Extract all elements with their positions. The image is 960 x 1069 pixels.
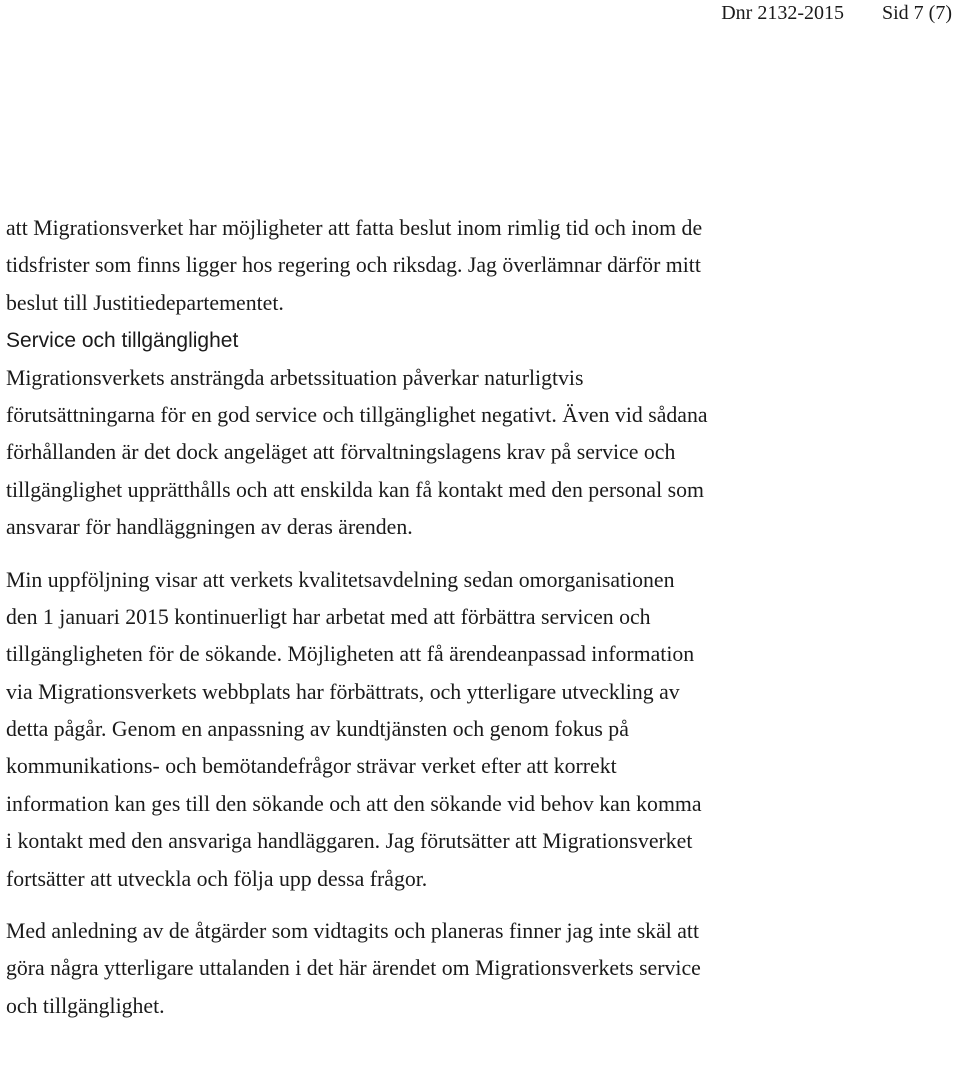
text-line: Min uppföljning visar att verkets kvalitetsavdelning sedan omorganisationen [6,567,675,592]
text-line: och tillgänglighet. [6,993,165,1018]
text-line: kommunikations- och bemötandefrågor strävar verket efter att korrekt [6,754,617,779]
document-number: Dnr 2132-2015 [721,2,844,24]
section-heading: Service och tillgänglighet [6,329,239,353]
text-line: i kontakt med den ansvariga handläggaren. Jag förutsätter att Migrationsverket [6,829,693,854]
paragraph-1 [6,360,954,547]
intro-paragraph [6,210,954,322]
text-line: förhållanden är det dock angeläget att förvaltningslagens krav på service och [6,440,676,465]
page-header [721,0,952,26]
text-line: tillgängligheten för de sökande. Möjligheten att få ärendeanpassad information [6,642,695,667]
text-line: tillgänglighet upprätthålls och att enskilda kan få kontakt med den personal som [6,477,704,502]
text-line: förutsättningarna för en god service och tillgänglighet negativt. Även vid sådana [6,402,708,427]
text-line: beslut till Justitiedepartementet. [6,290,284,315]
page-number: Sid 7 (7) [882,2,952,24]
text-line: Migrationsverkets ansträngda arbetssituation påverkar naturligtvis [6,365,584,390]
text-line: information kan ges till den sökande och att den sökande vid behov kan komma [6,791,702,816]
text-line: detta pågår. Genom en anpassning av kundtjänsten och genom fokus på [6,717,629,742]
document-body [6,210,954,1025]
text-line: tidsfrister som finns ligger hos regering och riksdag. Jag överlämnar därför mitt [6,253,701,278]
text-line: via Migrationsverkets webbplats har förbättrats, och ytterligare utveckling av [6,679,680,704]
text-line: Med anledning av de åtgärder som vidtagits och planeras finner jag inte skäl att [6,919,700,944]
paragraph-2 [6,562,954,899]
paragraph-3 [6,913,954,1025]
text-line: den 1 januari 2015 kontinuerligt har arbetat med att förbättra servicen och [6,604,651,629]
text-line: fortsätter att utveckla och följa upp dessa frågor. [6,866,428,891]
paragraph-gap [6,898,954,913]
text-line: ansvarar för handläggningen av deras ärenden. [6,515,413,540]
paragraph-gap [6,547,954,562]
text-line: göra några ytterligare uttalanden i det här ärendet om Migrationsverkets service [6,956,701,981]
text-line: att Migrationsverket har möjligheter att fatta beslut inom rimlig tid och inom de [6,216,703,240]
